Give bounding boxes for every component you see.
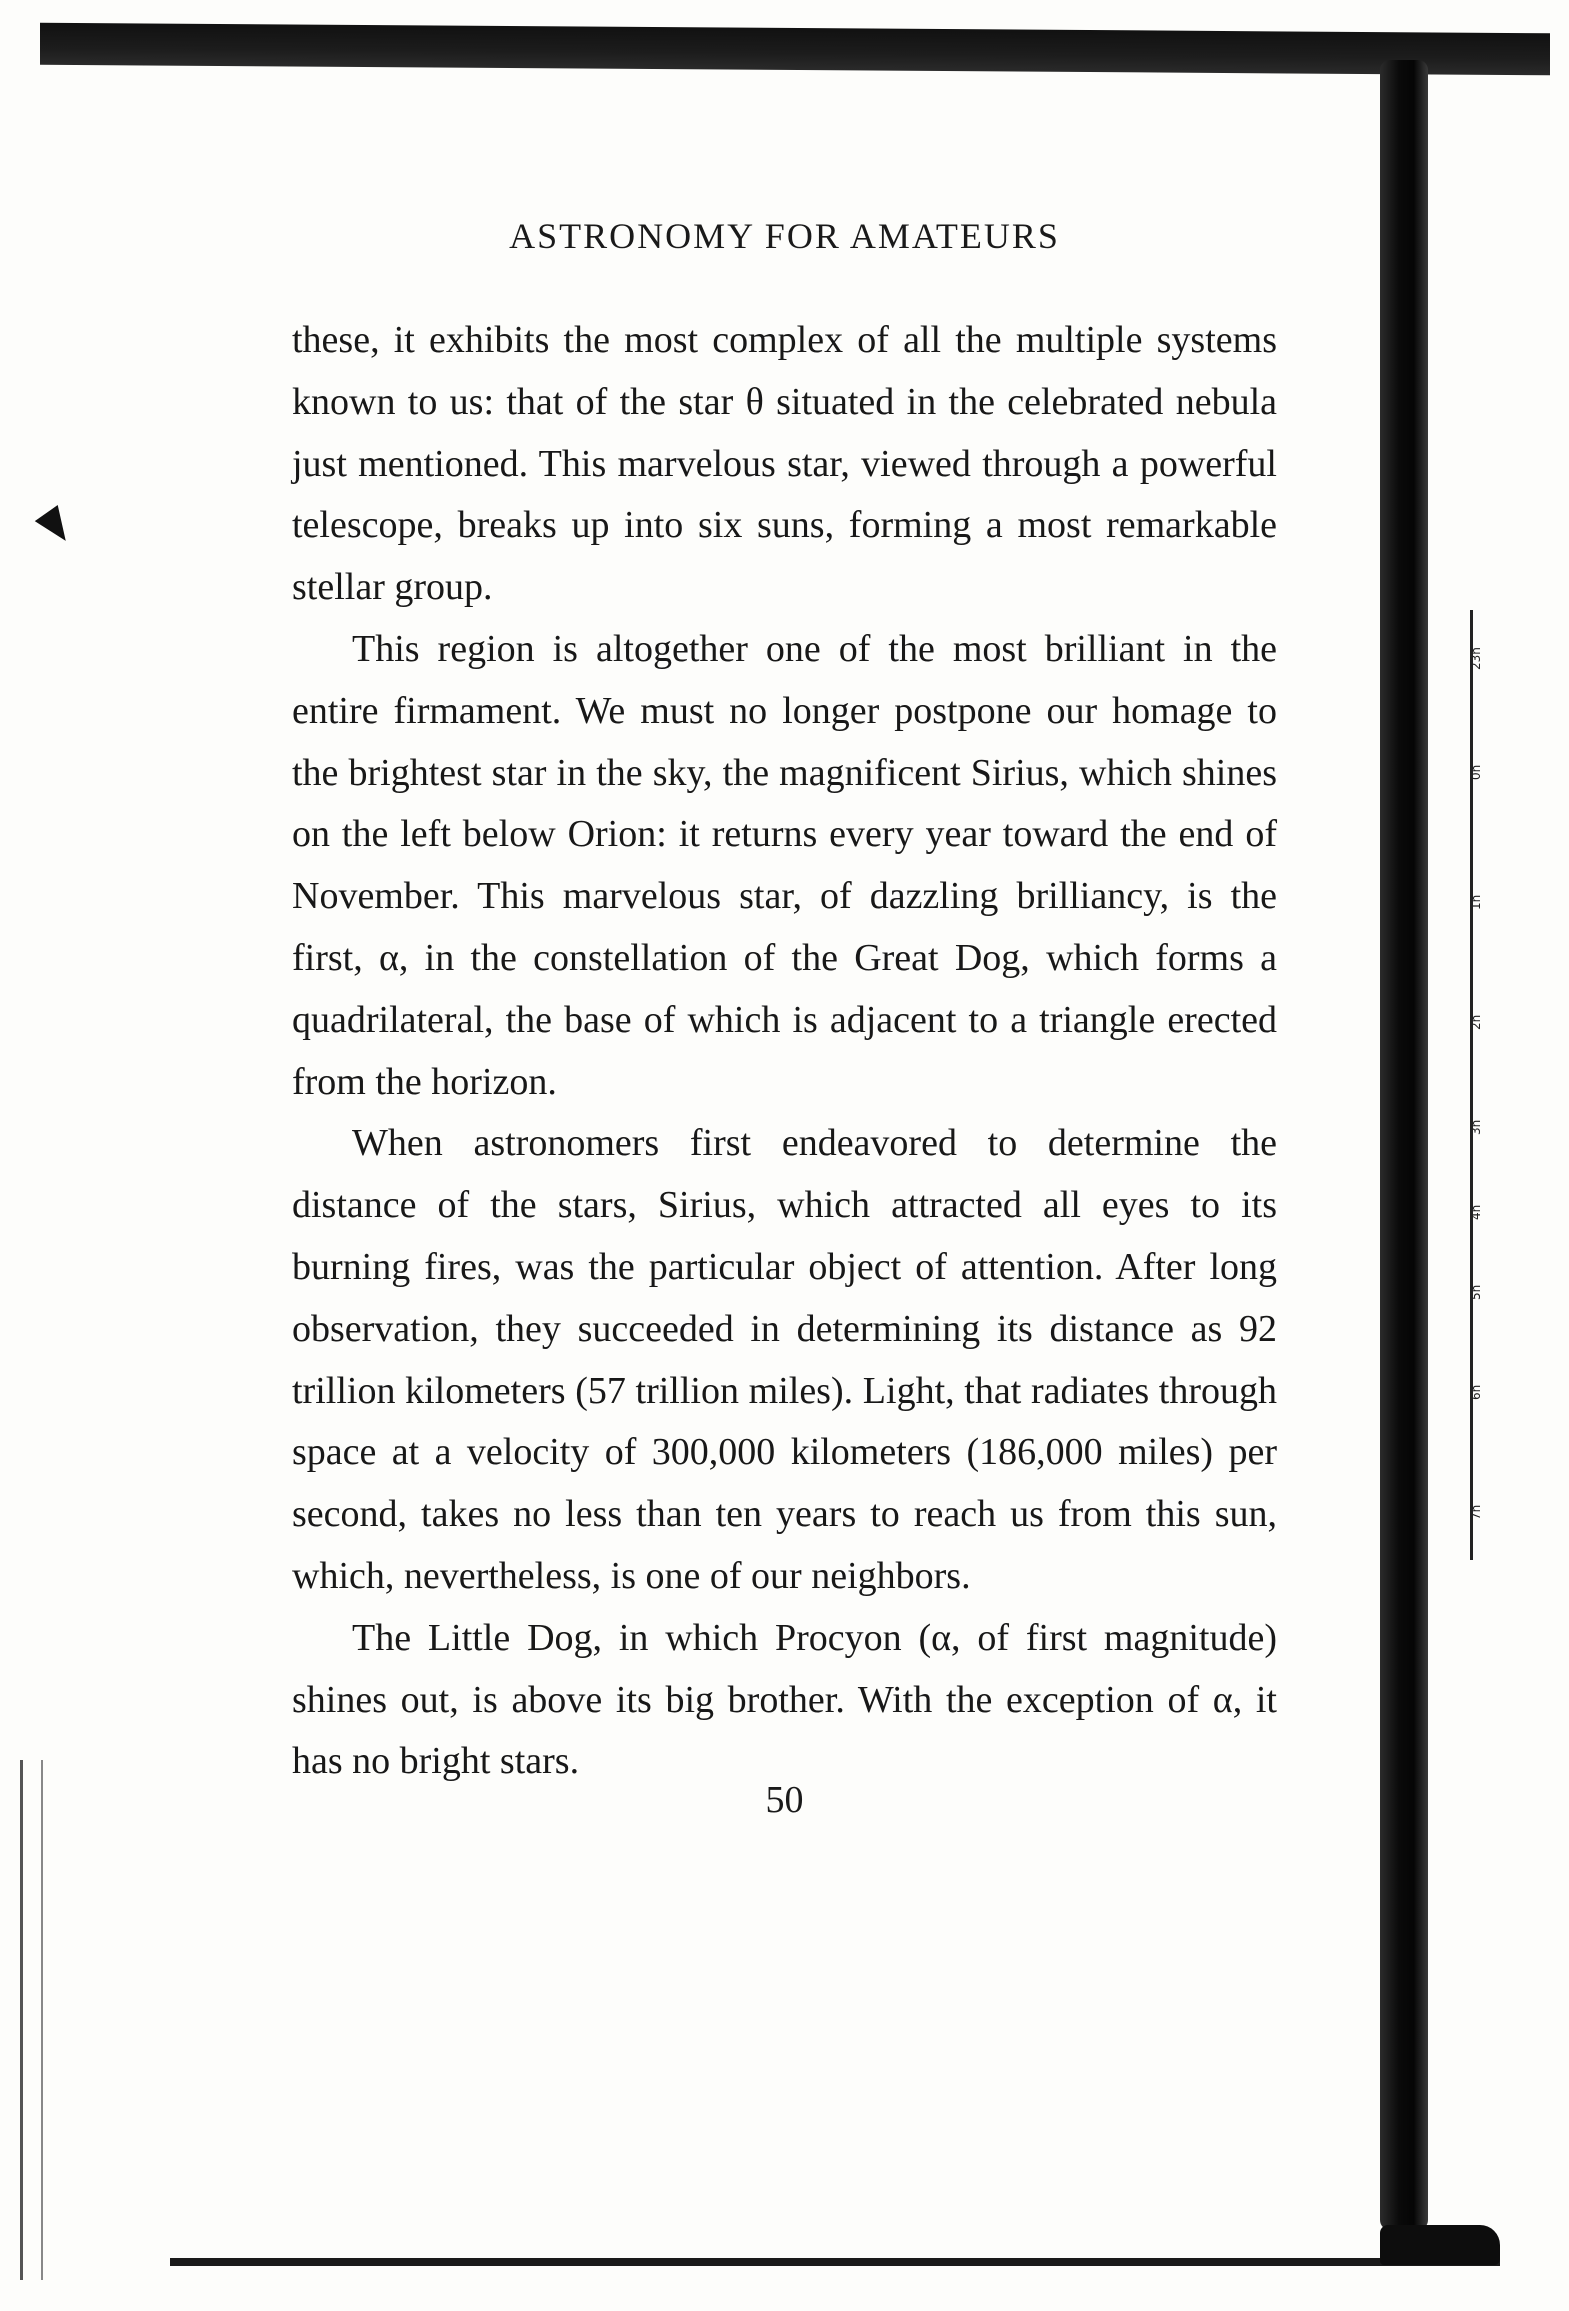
scan-bottom-edge (170, 2258, 1500, 2266)
paragraph: these, it exhibits the most complex of all the multiple systems known to us: that of the star θ situated in the celebrated nebula just mentioned. This marvelous star, viewed through a powerful telescope, breaks up into six suns, forming a most remarkable stellar group. (292, 319, 1277, 609)
ruler-tick: 23h (1469, 647, 1483, 670)
scan-corner-shadow (1380, 2225, 1500, 2265)
paragraph: The Little Dog, in which Procyon (α, of first magnitude) shines out, is above its big brother. With the exception of α, it has no bright stars. (292, 1616, 1277, 1783)
running-title: ASTRONOMY FOR AMATEURS (509, 216, 1060, 256)
scan-left-edge (20, 1760, 43, 2280)
ruler-tick: 7h (1469, 1504, 1483, 1520)
scan-top-shadow (40, 23, 1550, 76)
ruler-tick: 2h (1469, 1014, 1483, 1030)
ruler-tick: 3h (1469, 1119, 1483, 1135)
ruler-tick: 5h (1469, 1284, 1483, 1300)
margin-ruler (1470, 610, 1513, 1560)
ruler-tick: 0h (1469, 764, 1483, 780)
ruler-tick: 4h (1469, 1204, 1483, 1220)
scan-binding-shadow (1380, 60, 1428, 2230)
paragraph: This region is altogether one of the most brilliant in the entire firmament. We must no longer postpone our homage to the brightest star in the sky, the magnificent Sirius, which shines on the left below Orion: it returns every year toward the end of November. This marvelous star, of dazzling brilliancy, is the first, α, in the constellation of the Great Dog, which forms a quadrilateral, the base of which is adjacent to a triangle erected from the horizon. (292, 627, 1277, 1103)
ruler-tick: 1h (1469, 894, 1483, 910)
scan-mark (35, 505, 77, 549)
page-number: 50 (765, 1779, 804, 1821)
body-text (292, 310, 1277, 1793)
paragraph: When astronomers first endeavored to determine the distance of the stars, Sirius, which attracted all eyes to its burning fires, was the particular object of attention. After long observation, they succeeded in determining its distance as 92 trillion kilometers (57 trillion miles). Light, that radiates through space at a velocity of 300,000 kilometers (186,000 miles) per second, takes no less than ten years to reach us from this sun, which, nevertheless, is one of our neighbors. (292, 1122, 1277, 1597)
ruler-tick: 6h (1469, 1384, 1483, 1400)
